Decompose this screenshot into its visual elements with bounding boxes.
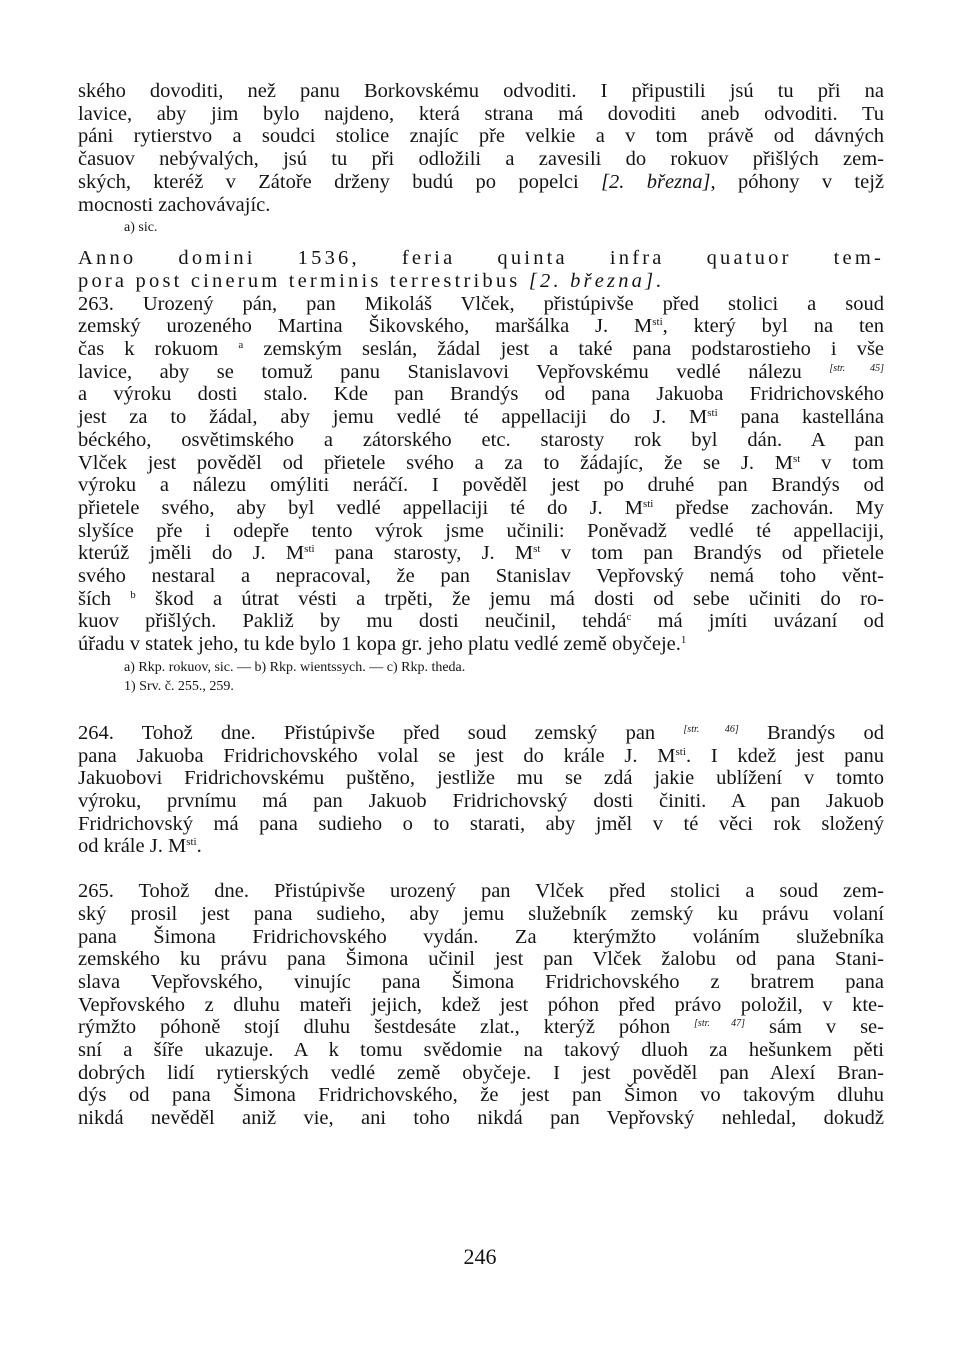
text-line: ského dovoditi, než panu Borkovskému odvoditi. I připustili jsú tu při na xyxy=(78,80,884,102)
text-line: páni rytierstvo a soudci stolice znajíc pře velkie a v tom právě od dávných xyxy=(78,125,884,148)
text-line xyxy=(78,452,884,475)
text-segment: zemským seslán, žádal jest a také pana podstarostieho i vše xyxy=(243,338,885,361)
text-segment: přietele svého, aby byl vedlé appellaciji té do J. M xyxy=(78,496,643,519)
footnote-marker: 1 xyxy=(680,634,687,647)
text-line xyxy=(78,171,884,194)
superscript: sti xyxy=(642,497,654,510)
text-segment: ských, kteréž v Zátoře drženy budú po popelci xyxy=(78,170,579,193)
entry-number: 264. xyxy=(78,721,114,744)
footnote: 1) Srv. č. 255., 259. xyxy=(124,678,234,694)
text-line: slava Vepřovského, vinujíc pana Šimona Fridrichovského z bratrem pana xyxy=(78,970,884,993)
text-line xyxy=(78,722,884,745)
text-line: a výroku dosti stalo. Kde pan Brandýs od pana Jakuoba Fridrichovského xyxy=(78,383,884,406)
text-line: časuov nebývalých, jsú tu při odložili a zavesili do rokuov přišlých zem- xyxy=(78,148,884,171)
text-line: slyšíce pře i odepře tento výrok jsme učinili: Poněvadž vedlé té appellaciji, xyxy=(78,519,884,542)
superscript: sti xyxy=(652,316,663,329)
footnote-marker: a xyxy=(238,339,244,352)
heading-line xyxy=(78,270,884,293)
text-segment: pana kastellána xyxy=(717,406,884,429)
text-line xyxy=(78,315,884,338)
superscript: sti xyxy=(304,543,315,556)
text-segment: kuov přišlých. Pakliž by mu dosti neučinil, tehdá xyxy=(78,610,627,633)
text-line xyxy=(78,293,884,316)
entry-number: 265. xyxy=(78,880,114,903)
heading-line: Anno domini 1536, feria quinta infra quatuor tem- xyxy=(78,247,884,270)
footnote-marker: b xyxy=(130,588,136,601)
date-annotation: [2. března]. xyxy=(528,269,665,292)
superscript: st xyxy=(792,452,801,465)
text-segment: pana Jakuoba Fridrichovského volal se jest do krále J. M xyxy=(78,744,676,767)
text-line: pana Šimona Fridrichovského vydán. Za kterýmžto voláním služebníka xyxy=(78,925,884,948)
text-line: dýs od pana Šimona Fridrichovského, že jest pan Šimon vo takovým dluhu xyxy=(78,1084,884,1107)
text-segment: Tohož dne. Přistúpivše před soud zemský pan xyxy=(141,721,656,744)
superscript: sti xyxy=(675,745,686,758)
text-segment: čas k rokuom xyxy=(78,338,219,361)
text-line: svého nestaral a nepracoval, že pan Stanislav Vepřovský nemá toho věnt- xyxy=(78,565,884,588)
entry-265 xyxy=(78,880,884,1130)
text-segment: , póhony v tejž xyxy=(710,170,884,193)
text-segment: škod a útrat vésti a trpěti, že jemu má dosti od sebe učiniti do ro- xyxy=(135,587,884,610)
text-segment: Vlček jest pověděl od přietele svého a za to žádajíc, že se J. M xyxy=(78,451,793,474)
text-segment: Urozený pán, pan Mikoláš Vlček, přistúpivše před stolici a soud xyxy=(142,292,884,315)
page-reference: [str. 47] xyxy=(694,1018,746,1030)
superscript: sti xyxy=(186,836,197,849)
text-line: Fridrichovský má pana sudieho o to starati, aby jměl v té věci rok složený xyxy=(78,812,884,835)
text-line: Jakuobovi Fridrichovskému puštěno, jestliže mu se zdá jakie ublížení v tomto xyxy=(78,767,884,790)
text-line xyxy=(78,338,884,361)
text-segment: lavice, aby se tomuž panu Stanislavovi Vepřovskému vedlé nálezu xyxy=(78,360,802,383)
text-line: od krále J. $M^{sti}$. xyxy=(78,835,202,858)
text-line xyxy=(78,633,884,656)
spacer xyxy=(78,696,884,722)
text-line: výroku a nálezu omýliti neráčí. I pověděl jest po druhé pan Brandýs od xyxy=(78,474,884,497)
entry-263 xyxy=(78,293,884,656)
text-line: výroku, prvnímu má pan Jakuob Fridrichovský dosti činiti. A pan Jakuob xyxy=(78,789,884,812)
text-segment: rýmžto póhoně stojí dluhu šestdesáte zlat., kterýž póhon xyxy=(78,1016,671,1039)
intro-paragraph xyxy=(78,80,884,216)
text-line xyxy=(78,1016,884,1039)
text-segment: , který byl na ten xyxy=(662,315,884,338)
text-line: nikdá nevěděl aniž vie, ani toho nikdá pan Vepřovský nehledal, dokudž xyxy=(78,1107,884,1130)
page-body xyxy=(78,80,884,1130)
text-segment: pora post cinerum terminis terrestribus xyxy=(78,269,521,292)
text-line: béckého, osvětimského a zátorského etc. starosty rok byl dán. A pan xyxy=(78,428,884,451)
entry-number: 263. xyxy=(78,292,114,315)
spacer xyxy=(78,858,884,880)
text-segment: jest za to žádal, aby jemu vedlé té appellaciji do J. M xyxy=(78,406,708,429)
footnote: a) sic. xyxy=(124,220,158,236)
entry-264 xyxy=(78,722,884,858)
text-line xyxy=(78,406,884,429)
text-line xyxy=(78,542,884,565)
text-segment: ších xyxy=(78,587,112,610)
text-segment: Tohož dne. Přistúpivše urozený pan Vlček před stolici a soud zem- xyxy=(138,880,884,903)
text-segment: sám v se- xyxy=(745,1016,884,1039)
text-segment: od krále J. M xyxy=(78,835,187,858)
superscript: st xyxy=(533,543,541,556)
text-segment: v tom pan Brandýs od přietele xyxy=(540,542,884,565)
text-segment: předse zachován. My xyxy=(653,496,884,519)
date-annotation: [2. března] xyxy=(601,170,711,193)
text-line xyxy=(78,880,884,903)
footnote-marker: c xyxy=(626,611,632,624)
text-line: sní a šíře ukazuje. A k tomu svědomie na takový dluoh za hešunkem pěti xyxy=(78,1039,884,1062)
page-reference: [str. 46] xyxy=(683,723,739,735)
text-line: mocnosti zachovávajíc. xyxy=(78,193,271,216)
text-line xyxy=(78,361,884,384)
text-segment: zemský urozeného Martina Šikovského, maršálka J. M xyxy=(78,315,653,338)
text-segment: v tom xyxy=(800,451,884,474)
superscript: sti xyxy=(707,407,718,420)
text-segment: má jmíti uvázaní od xyxy=(631,610,885,633)
text-segment: úřadu v statek jeho, tu kde bylo 1 kopa gr. jeho platu vedlé země obyčeje. xyxy=(78,633,681,656)
page-number: 246 xyxy=(463,1244,497,1269)
text-line xyxy=(78,610,884,633)
text-line: dobrých lidí rytierských vedlé země obyčeje. I jest pověděl pan Alexí Bran- xyxy=(78,1061,884,1084)
text-segment: . I kdež jest panu xyxy=(685,744,884,767)
text-line: ský prosil jest pana sudieho, aby jemu služebník zemský ku právu volaní xyxy=(78,902,884,925)
footnote: a) Rkp. rokuov, sic. — b) Rkp. wientssych. — c) Rkp. theda. xyxy=(124,659,466,675)
text-line xyxy=(78,497,884,520)
text-segment: Brandýs od xyxy=(738,721,884,744)
text-segment: pana starosty, J. M xyxy=(314,542,534,565)
text-line: zemského ku právu pana Šimona učinil jest pan Vlček žalobu od pana Stani- xyxy=(78,948,884,971)
section-heading xyxy=(78,247,884,292)
text-segment: kterúž jměli do J. M xyxy=(78,542,305,565)
text-line: Vepřovského z dluhu mateři jejich, kdež jest póhon před právo položil, v kte- xyxy=(78,993,884,1016)
text-line: lavice, aby jim bylo najdeno, která strana má dovoditi aneb odvoditi. Tu xyxy=(78,102,884,125)
text-line xyxy=(78,745,884,768)
text-line xyxy=(78,588,884,611)
page-reference: [str. 45] xyxy=(829,362,884,374)
